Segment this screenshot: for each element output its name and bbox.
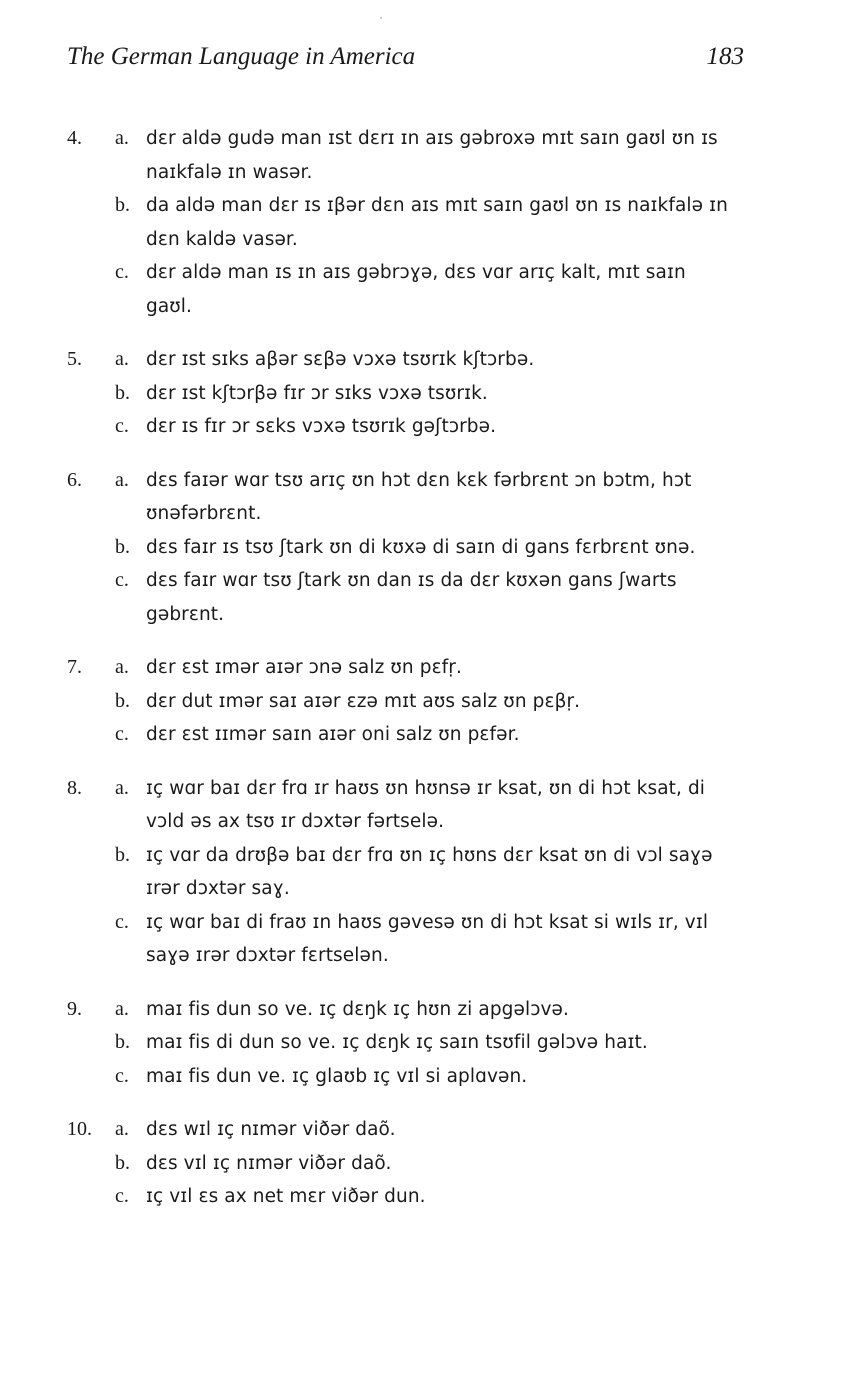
variant-letter: a.: [115, 348, 129, 370]
example-number: 10.: [67, 1118, 92, 1140]
variant-letter: b.: [115, 381, 130, 404]
variant-letter: b.: [115, 843, 130, 866]
example-variant: [67, 122, 767, 189]
variant-letter: c.: [115, 569, 129, 591]
phonetic-transcription: dɛr ɛst ɪmər aɪər ɔnə salz ʊn pɛfṛ.: [146, 657, 462, 678]
example-variant: [67, 464, 767, 531]
example-variant: [67, 377, 767, 411]
example-item: [67, 1113, 767, 1214]
example-variant: [67, 1147, 767, 1181]
phonetic-transcription: dɛs faɪr ɪs tsʊ ʃtark ʊn di kʊxə di saɪn di gans fɛrbrɛnt ʊnə.: [146, 536, 696, 558]
phonetic-transcription: ɪç wɑr baɪ dɛr frɑ ɪr haʊs ʊn hʊnsə ɪr ksat, ʊn di hɔt ksat, di vɔld əs ax tsʊ ɪr dɔxtər fərtselə.: [146, 777, 706, 832]
phonetic-transcription: dɛr ɛst ɪɪmər saɪn aɪər oni salz ʊn pɛfər.: [146, 724, 520, 745]
phonetic-transcription: maɪ fis dun ve. ɪç glaʊb ɪç vɪl si aplɑvən.: [146, 1065, 528, 1087]
phonetic-transcription: dɛr ɪst sɪks aβər sɛβə vɔxə tsʊrɪk kʃtɔrbə.: [146, 349, 535, 370]
phonetic-transcription: dɛr aldə gudə man ɪst dɛrɪ ɪn aɪs gəbroxə mɪt saɪn gaʊl ʊn ɪs naɪkfalə ɪn wasər.: [146, 128, 718, 183]
phonetic-transcription: dɛs faɪr wɑr tsʊ ʃtark ʊn dan ɪs da dɛr kʊxən gans ʃwarts gəbrɛnt.: [146, 570, 677, 625]
example-variant: [67, 772, 767, 839]
example-number: 9.: [67, 997, 82, 1020]
example-item: [67, 343, 767, 444]
phonetic-transcription: ɪç vɪl ɛs ax net mɛr viðər dun.: [146, 1186, 426, 1207]
phonetic-transcription: maɪ fis di dun so ve. ɪç dɛŋk ɪç saɪn tsʊfil gəlɔvə haɪt.: [146, 1032, 648, 1053]
variant-letter: c.: [115, 415, 129, 437]
variant-letter: c.: [115, 723, 129, 745]
example-item: [67, 651, 767, 752]
example-variant: [67, 651, 767, 685]
variant-letter: a.: [115, 468, 129, 491]
page-number: 183: [706, 43, 744, 70]
example-number: 5.: [67, 348, 82, 370]
example-variant: [67, 1180, 767, 1214]
variant-letter: a.: [115, 1118, 129, 1140]
variant-letter: a.: [115, 997, 129, 1020]
phonetic-transcription: dɛr ɪst kʃtɔrβə fɪr ɔr sɪks vɔxə tsʊrɪk.: [146, 382, 488, 404]
example-variant: [67, 718, 767, 752]
example-variant: [67, 1026, 767, 1060]
example-number: 7.: [67, 656, 82, 678]
page-header: [67, 40, 744, 74]
example-variant: [67, 256, 767, 323]
example-number: 8.: [67, 776, 82, 799]
variant-letter: a.: [115, 127, 129, 149]
variant-letter: c.: [115, 1064, 129, 1087]
scan-speck: [380, 17, 382, 19]
variant-letter: a.: [115, 656, 129, 678]
example-item: [67, 122, 767, 323]
phonetic-transcription: dɛs vɪl ɪç nɪmər viðər daõ.: [146, 1152, 392, 1174]
phonetic-transcription: dɛs wɪl ɪç nɪmər viðər daõ.: [146, 1119, 396, 1140]
phonetic-transcription: dɛr ɪs fɪr ɔr sɛks vɔxə tsʊrɪk gəʃtɔrbə.: [146, 416, 497, 437]
example-variant: [67, 906, 767, 973]
example-variant: [67, 343, 767, 377]
example-item: [67, 772, 767, 973]
variant-letter: b.: [115, 194, 130, 216]
phonetic-transcription: dɛr dut ɪmər saɪ aɪər ɛzə mɪt aʊs salz ʊn pɛβṛ.: [146, 690, 581, 712]
phonetic-transcription: dɛr aldə man ɪs ɪn aɪs gəbrɔɣə, dɛs vɑr arɪç kalt, mɪt saɪn gaʊl.: [146, 262, 686, 317]
example-variant: [67, 993, 767, 1027]
variant-letter: a.: [115, 776, 129, 799]
variant-letter: b.: [115, 535, 130, 558]
example-variant: [67, 410, 767, 444]
phonetic-transcription: da aldə man dɛr ɪs ɪβər dɛn aɪs mɪt saɪn gaʊl ʊn ɪs naɪkfalə ɪn dɛn kaldə vasər.: [146, 195, 728, 250]
example-number: 6.: [67, 468, 82, 491]
running-title: The German Language in America: [67, 43, 416, 70]
example-variant: [67, 564, 767, 631]
variant-letter: b.: [115, 1151, 130, 1174]
phonetic-transcription: ɪç vɑr da drʊβə baɪ dɛr frɑ ʊn ɪç hʊns dɛr ksat ʊn di vɔl saɣə ɪrər dɔxtər saɣ.: [146, 844, 713, 899]
phonetic-transcription: ɪç wɑr baɪ di fraʊ ɪn haʊs gəvesə ʊn di hɔt ksat si wɪls ɪr, vɪl saɣə ɪrər dɔxtər fɛrtselən.: [146, 911, 709, 966]
example-item: [67, 464, 767, 632]
variant-letter: c.: [115, 910, 129, 933]
variant-letter: b.: [115, 689, 130, 712]
example-list: [67, 122, 767, 1234]
phonetic-transcription: dɛs faɪər wɑr tsʊ arɪç ʊn hɔt dɛn kɛk fərbrɛnt ɔn bɔtm, hɔt ʊnəfərbrɛnt.: [146, 469, 692, 524]
example-variant: [67, 1060, 767, 1094]
example-variant: [67, 1113, 767, 1147]
example-variant: [67, 685, 767, 719]
variant-letter: c.: [115, 261, 129, 283]
variant-letter: c.: [115, 1185, 129, 1207]
example-number: 4.: [67, 127, 82, 149]
phonetic-transcription: maɪ fis dun so ve. ɪç dɛŋk ɪç hʊn zi apgəlɔvə.: [146, 998, 570, 1020]
variant-letter: b.: [115, 1031, 130, 1053]
example-variant: [67, 189, 767, 256]
example-variant: [67, 839, 767, 906]
example-variant: [67, 531, 767, 565]
example-item: [67, 993, 767, 1094]
